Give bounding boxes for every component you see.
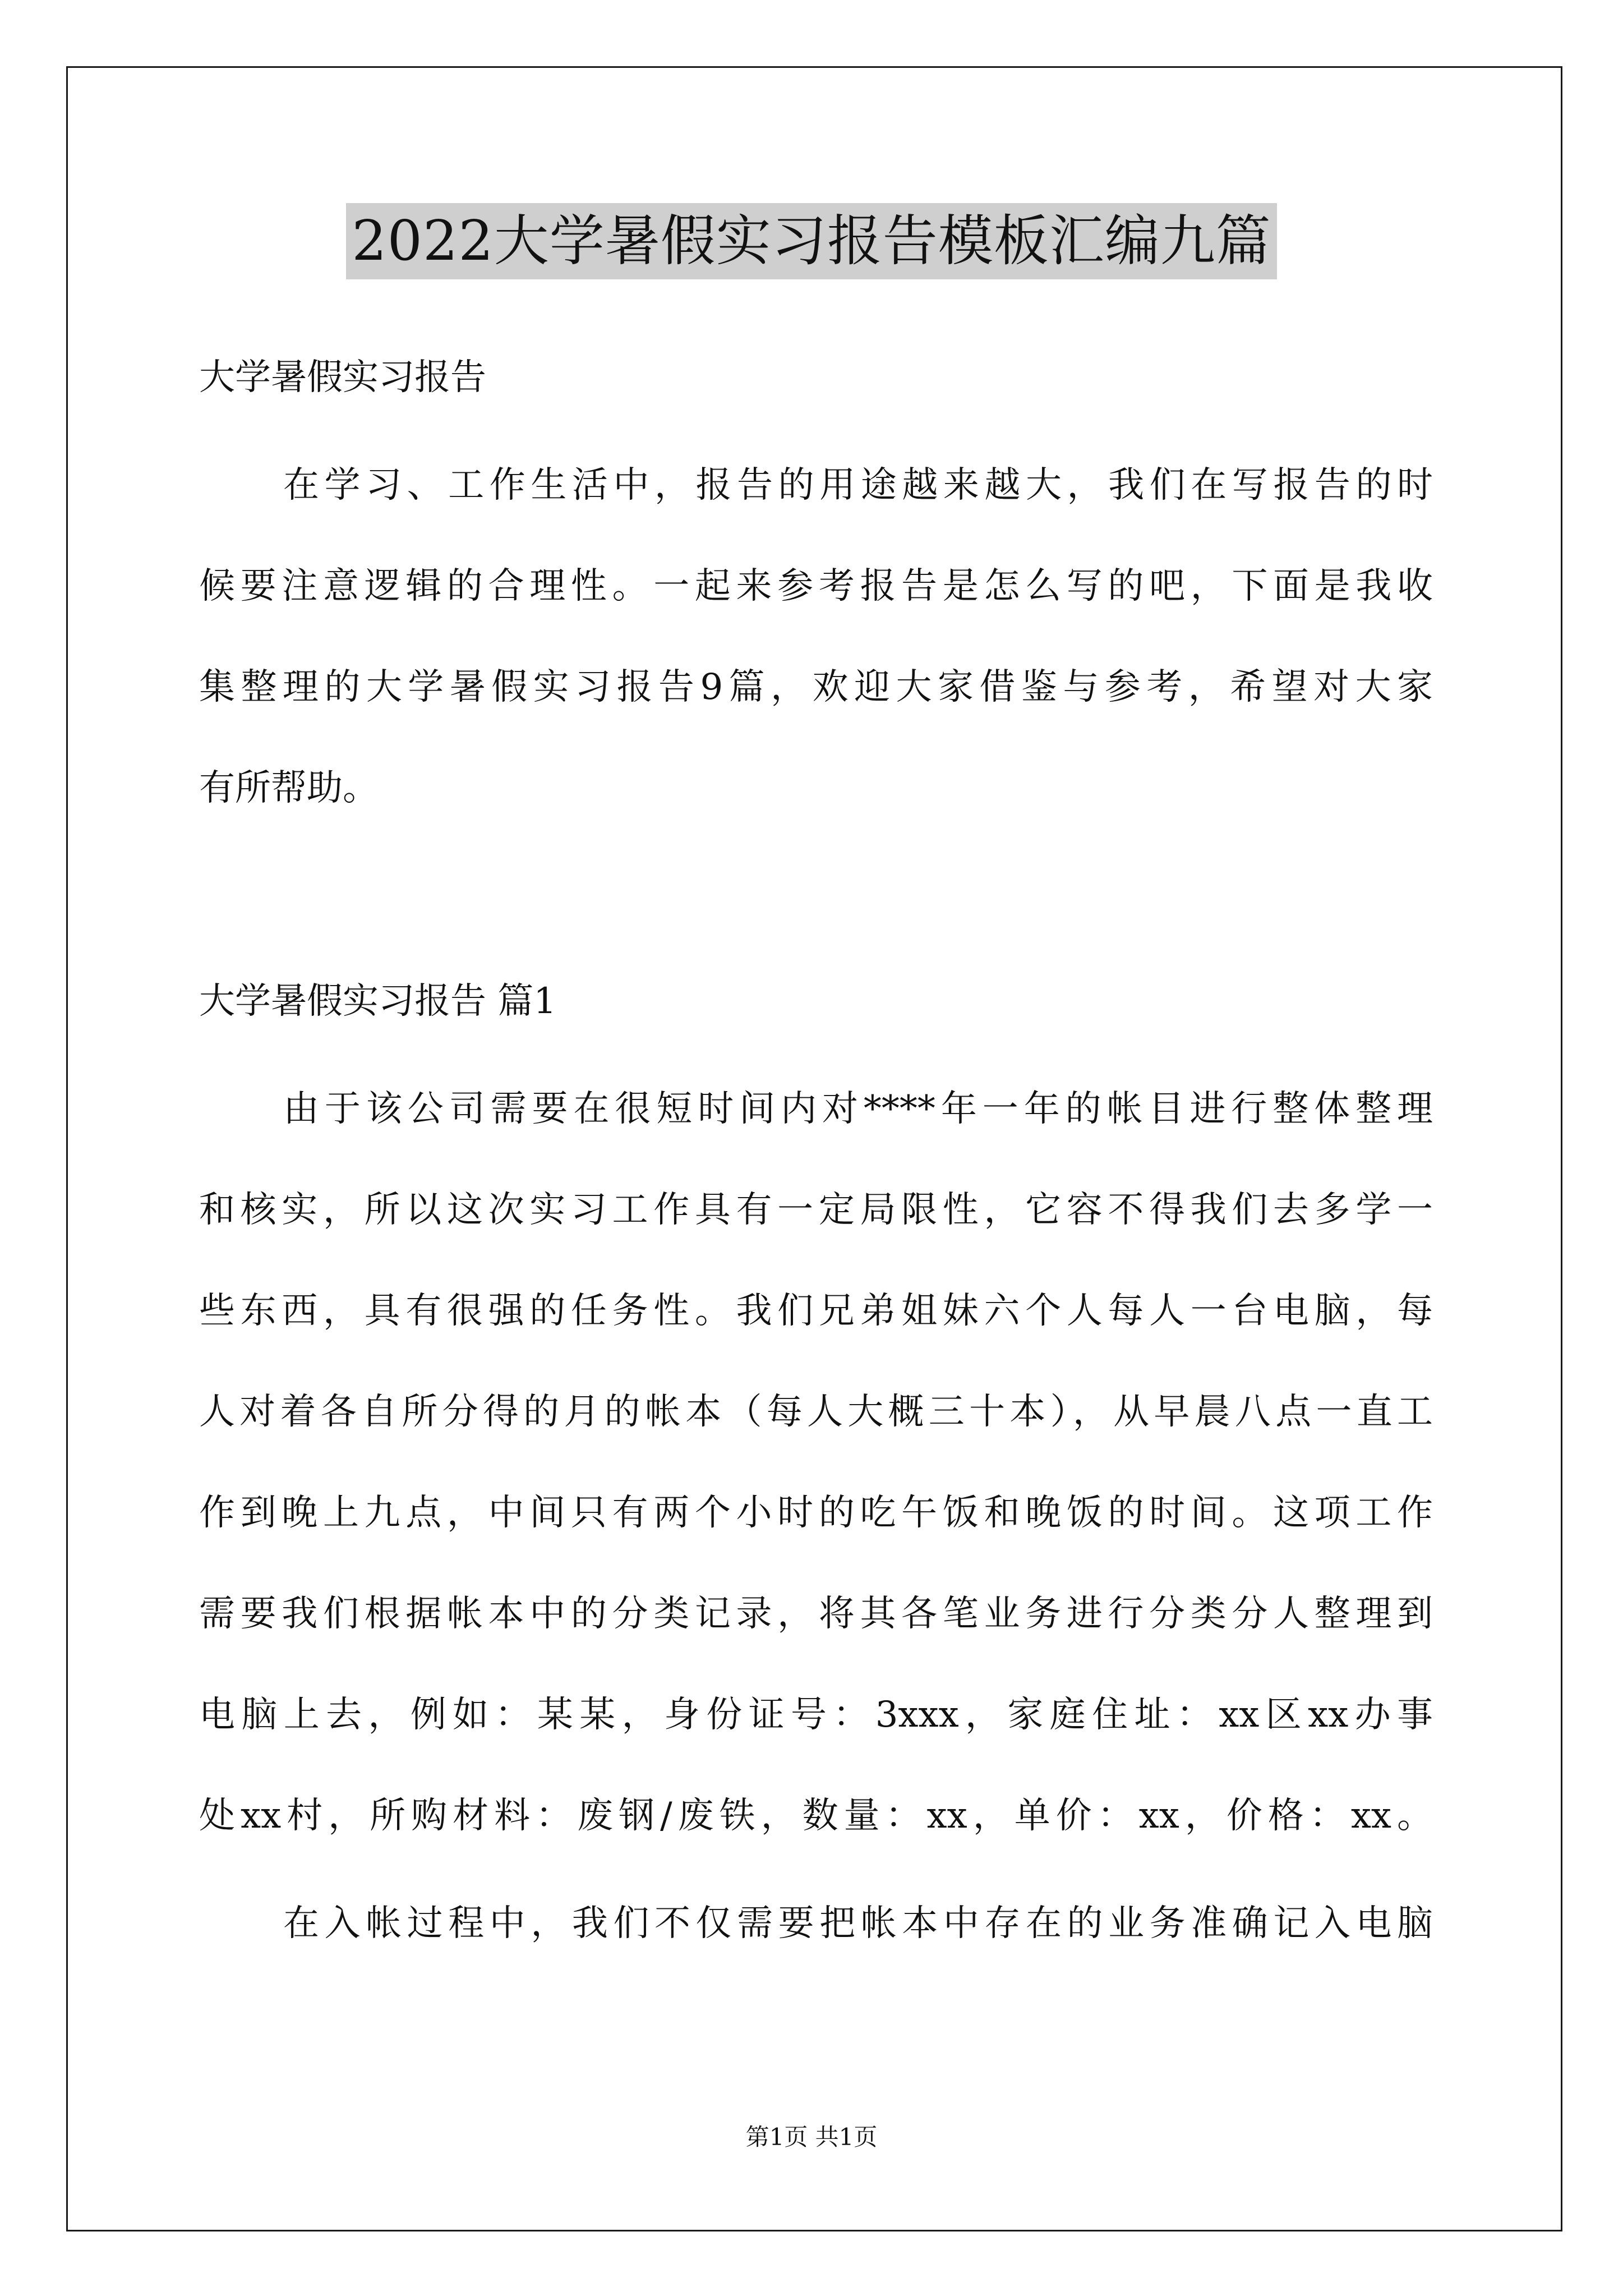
page-footer: 第1页 共1页 [745,2123,878,2151]
part1-heading: 大学暑假实习报告 篇1 [199,981,557,1022]
body-line: 些东西，具有很强的任务性。我们兄弟姐妹六个人每人一台电脑，每 [199,1290,1433,1332]
title-container [0,203,1623,279]
body-line: 人对着各自所分得的月的帐本（每人大概三十本），从早晨八点一直工 [199,1391,1433,1433]
body-line: 作到晚上九点，中间只有两个小时的吃午饭和晚饭的时间。这项工作 [199,1492,1433,1534]
body-line: 电脑上去，例如：某某，身份证号：3xxx，家庭住址：xx区xx办事 [199,1694,1433,1736]
body-line: 由于该公司需要在很短时间内对****年一年的帐目进行整体整理 [283,1088,1433,1130]
intro-line: 在学习、工作生活中，报告的用途越来越大，我们在写报告的时 [283,464,1433,506]
document-title: 2022大学暑假实习报告模板汇编九篇 [346,203,1276,279]
body-line: 和核实，所以这次实习工作具有一定局限性，它容不得我们去多学一 [199,1189,1433,1231]
intro-line: 集整理的大学暑假实习报告9篇，欢迎大家借鉴与参考，希望对大家 [199,666,1433,708]
body-line: 在入帐过程中，我们不仅需要把帐本中存在的业务准确记入电脑 [283,1903,1433,1944]
section-heading: 大学暑假实习报告 [199,357,486,398]
intro-line: 候要注意逻辑的合理性。一起来参考报告是怎么写的吧，下面是我收 [199,565,1433,607]
body-line: 处xx村，所购材料：废钢/废铁，数量：xx，单价：xx，价格：xx。 [199,1795,1433,1837]
body-line: 需要我们根据帐本中的分类记录，将其各笔业务进行分类分人整理到 [199,1593,1433,1635]
intro-line: 有所帮助。 [199,767,379,809]
